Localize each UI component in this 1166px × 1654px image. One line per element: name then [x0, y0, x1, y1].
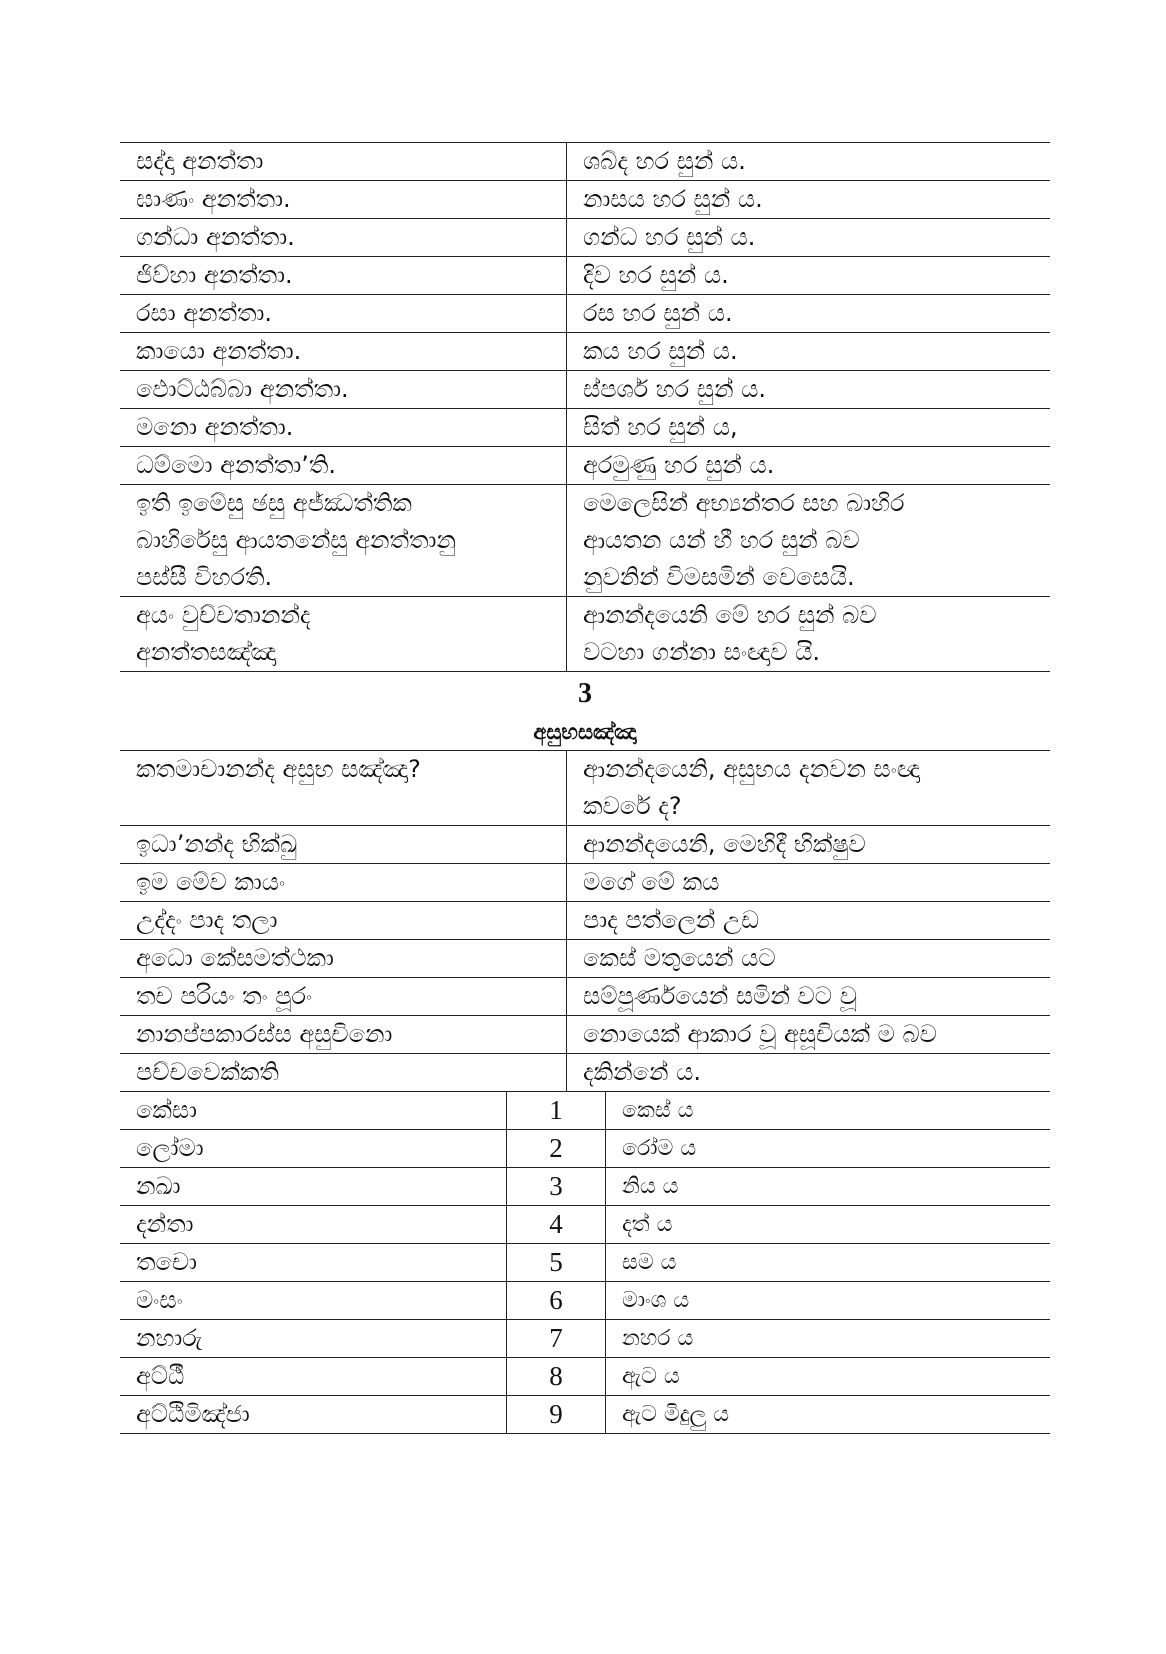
body-part-pali: ලෝමා	[120, 1130, 507, 1168]
sinhala-line: දිව හර සුන් ය.	[583, 261, 729, 289]
pali-line: ධම්මො අනත්තා’ති.	[136, 451, 337, 479]
body-part-row	[120, 1130, 1050, 1168]
body-part-sinhala: දත් ය	[606, 1206, 1051, 1244]
body-parts-table	[120, 1092, 1050, 1434]
sinhala-line: කවරේ ද?	[583, 792, 682, 820]
pali-line: ඉති ඉමේසු ඡසු අජ්ඣත්තික	[136, 489, 412, 517]
body-part-pali: නඛා	[120, 1168, 507, 1206]
body-part-sinhala: මාංශ ය	[606, 1282, 1051, 1320]
pali-cell	[120, 333, 567, 371]
anatta-row	[120, 485, 1050, 597]
body-part-pali: මංසං	[120, 1282, 507, 1320]
pali-cell	[120, 371, 567, 409]
pali-line: පච්චවෙක්කති	[136, 1058, 279, 1086]
pali-line: නානප්පකාරස්ස අසුචිනො	[136, 1020, 393, 1048]
pali-cell	[120, 257, 567, 295]
body-part-row	[120, 1168, 1050, 1206]
body-part-sinhala: ඇට ය	[606, 1358, 1051, 1396]
body-part-pali: කේසා	[120, 1092, 507, 1130]
sinhala-cell	[567, 751, 1051, 826]
pali-cell	[120, 485, 567, 597]
sinhala-line: මෙලෙසින් අභ්‍යන්තර සහ බාහිර	[583, 489, 905, 517]
sinhala-cell	[567, 978, 1051, 1016]
body-part-sinhala: රෝම ය	[606, 1130, 1051, 1168]
pali-cell	[120, 902, 567, 940]
sinhala-cell	[567, 295, 1051, 333]
body-part-sinhala: නිය ය	[606, 1168, 1051, 1206]
body-part-pali: නහාරු	[120, 1320, 507, 1358]
body-part-pali: දන්තා	[120, 1206, 507, 1244]
pali-line: ජිව්හා අනත්තා.	[136, 261, 293, 289]
anatta-row	[120, 447, 1050, 485]
pali-line: සද්දා අනත්තා	[136, 147, 264, 175]
sinhala-line: ආනන්දයෙනි, මෙහිදී භික්ෂුව	[583, 830, 866, 858]
sinhala-cell	[567, 1054, 1051, 1092]
pali-line: මනො අනත්තා.	[136, 413, 294, 441]
sinhala-line: ආනන්දයෙනි මේ හර සුන් බව	[583, 601, 877, 629]
anatta-row	[120, 257, 1050, 295]
section-title: අසුභසඤ්ඤා	[120, 714, 1050, 751]
body-part-sinhala: ඇට මිදුලු ය	[606, 1396, 1051, 1434]
sinhala-cell	[567, 940, 1051, 978]
body-part-sinhala: නහර ය	[606, 1320, 1051, 1358]
body-part-pali: තචො	[120, 1244, 507, 1282]
sinhala-line: කය හර සුන් ය.	[583, 337, 738, 365]
sinhala-line: ආයතන යන් හී හර සුන් බව	[583, 526, 860, 554]
asubha-row	[120, 940, 1050, 978]
pali-cell	[120, 978, 567, 1016]
sinhala-line: නොයෙක් ආකාර වූ අසූචියක් ම බව	[583, 1020, 937, 1048]
pali-line: බාහිරේසු ආයතනේසු අනත්තානු	[136, 526, 456, 554]
sinhala-line: මගේ මේ කය	[583, 868, 720, 896]
pali-line: අනත්තසඤ්ඤා	[136, 638, 277, 666]
body-part-num: 7	[507, 1320, 606, 1358]
anatta-table	[120, 142, 1050, 672]
body-part-num: 1	[507, 1092, 606, 1130]
pali-line: ඝාණං අනත්තා.	[136, 185, 291, 213]
asubha-row	[120, 978, 1050, 1016]
anatta-row	[120, 371, 1050, 409]
asubha-row	[120, 1016, 1050, 1054]
sinhala-cell	[567, 447, 1051, 485]
body-part-num: 3	[507, 1168, 606, 1206]
sinhala-cell	[567, 181, 1051, 219]
pali-line: ගන්ධා අනත්තා.	[136, 223, 295, 251]
anatta-row	[120, 409, 1050, 447]
sinhala-cell	[567, 371, 1051, 409]
anatta-row	[120, 219, 1050, 257]
pali-line: තච පරියං තං පූරං	[136, 982, 313, 1010]
pali-cell	[120, 295, 567, 333]
pali-cell	[120, 219, 567, 257]
pali-cell	[120, 1054, 567, 1092]
sinhala-line: අරමුණු හර සුන් ය.	[583, 451, 775, 479]
body-part-row	[120, 1206, 1050, 1244]
pali-cell	[120, 940, 567, 978]
anatta-row	[120, 181, 1050, 219]
body-part-sinhala: සම ය	[606, 1244, 1051, 1282]
body-part-row	[120, 1396, 1050, 1434]
body-part-row	[120, 1092, 1050, 1130]
pali-line: ඵොට්ඨබ්බා අනත්තා.	[136, 375, 349, 403]
pali-line: රසා අනත්තා.	[136, 299, 273, 327]
body-part-num: 4	[507, 1206, 606, 1244]
pali-cell	[120, 597, 567, 672]
pali-line: අයං වුච්චතානන්ද	[136, 601, 311, 629]
pali-cell	[120, 181, 567, 219]
pali-cell	[120, 864, 567, 902]
sinhala-cell	[567, 485, 1051, 597]
pali-cell	[120, 1016, 567, 1054]
body-part-row	[120, 1244, 1050, 1282]
pali-line: ඉම මේව කායං	[136, 868, 286, 896]
pali-cell	[120, 826, 567, 864]
document-page	[120, 142, 1050, 1434]
sinhala-line: ශබ්ද හර සුන් ය.	[583, 147, 746, 175]
sinhala-cell	[567, 219, 1051, 257]
asubha-table	[120, 751, 1050, 1092]
pali-cell	[120, 409, 567, 447]
pali-line: කායො අනත්තා.	[136, 337, 302, 365]
sinhala-cell	[567, 257, 1051, 295]
body-part-num: 2	[507, 1130, 606, 1168]
pali-cell	[120, 751, 567, 826]
pali-line: කතමාචානන්ද අසුභ සඤ්ඤා?	[136, 755, 421, 783]
anatta-row	[120, 333, 1050, 371]
sinhala-line: පාද පත්ලෙන් උඩ	[583, 906, 760, 934]
sinhala-line: දකින්නේ ය.	[583, 1058, 701, 1086]
pali-cell	[120, 143, 567, 181]
sinhala-line: ගන්ධ හර සුන් ය.	[583, 223, 756, 251]
pali-line: උද්දං පාද තලා	[136, 906, 278, 934]
body-part-num: 5	[507, 1244, 606, 1282]
pali-line: අධො කේසමත්ථකා	[136, 944, 334, 972]
body-part-num: 9	[507, 1396, 606, 1434]
body-part-num: 6	[507, 1282, 606, 1320]
pali-cell	[120, 447, 567, 485]
sinhala-cell	[567, 597, 1051, 672]
sinhala-line: රස හර සුන් ය.	[583, 299, 733, 327]
asubha-row	[120, 864, 1050, 902]
sinhala-cell	[567, 143, 1051, 181]
anatta-row	[120, 143, 1050, 181]
asubha-row	[120, 826, 1050, 864]
pali-line: ඉධා’නන්ද භික්ඛු	[136, 830, 298, 858]
sinhala-line: ආනන්දයෙනි, අසුභය දනවන සංඥා	[583, 755, 921, 783]
body-part-num: 8	[507, 1358, 606, 1396]
body-part-pali: අට්ඨී	[120, 1358, 507, 1396]
section-number: 3	[578, 678, 592, 709]
body-part-row	[120, 1282, 1050, 1320]
sinhala-line: සම්පූර්ණයෙන් සමින් වට වූ	[583, 982, 857, 1010]
body-part-pali: අට්ඨිමිඤ්ජා	[120, 1396, 507, 1434]
sinhala-cell	[567, 1016, 1051, 1054]
sinhala-cell	[567, 333, 1051, 371]
sinhala-line: සිත් හර සුන් ය,	[583, 413, 738, 441]
body-part-sinhala: කෙස් ය	[606, 1092, 1051, 1130]
sinhala-cell	[567, 864, 1051, 902]
sinhala-line: ස්පර්ශ හර සුන් ය.	[583, 375, 767, 403]
sinhala-line: වටහා ගන්නා සංඥාව යි.	[583, 638, 820, 666]
sinhala-line: නුවනින් විමසමින් වෙසෙයි.	[583, 563, 855, 591]
anatta-row	[120, 295, 1050, 333]
pali-line: පස්සී විහරති.	[136, 563, 273, 591]
body-part-row	[120, 1320, 1050, 1358]
sinhala-cell	[567, 902, 1051, 940]
asubha-row	[120, 902, 1050, 940]
anatta-row	[120, 597, 1050, 672]
asubha-row	[120, 1054, 1050, 1092]
sinhala-cell	[567, 826, 1051, 864]
sinhala-line: කෙස් මතුයෙන් යට	[583, 944, 776, 972]
asubha-row	[120, 751, 1050, 826]
sinhala-cell	[567, 409, 1051, 447]
sinhala-line: නාසය හර සුන් ය.	[583, 185, 763, 213]
body-part-row	[120, 1358, 1050, 1396]
